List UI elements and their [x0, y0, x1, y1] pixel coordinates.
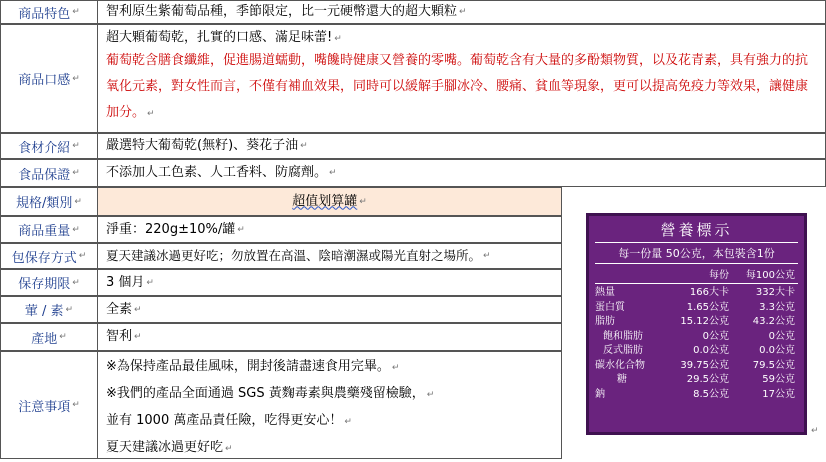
nutrition-item-name: 糖 — [617, 374, 627, 385]
nutrition-row — [595, 373, 798, 388]
nutrition-row — [595, 286, 798, 301]
veg-label: 葷 / 素 ↵ — [0, 296, 97, 323]
nutrition-serving: 每一份量 50公克，本包裝含1份 — [618, 247, 775, 260]
veg-value: 全素 ↵ — [97, 296, 562, 323]
nutrition-item-per-serving: 29.5公克 — [686, 374, 729, 385]
nutrition-col-per-serving: 每份 — [709, 270, 729, 281]
guarantee-value: 不添加人工色素、人工香料、防腐劑。 ↵ — [97, 159, 826, 187]
nutrition-item-name: 飽和脂肪 — [603, 330, 643, 342]
nutrition-item-name: 鈉 — [595, 388, 605, 400]
origin-value: 智利 ↵ — [97, 323, 562, 351]
notes-line: 並有 1000 萬產品責任險，吃得更安心！ ↵ — [106, 413, 352, 428]
taste-label: 商品口感 ↵ — [0, 24, 97, 133]
ingredients-value: 嚴選特大葡萄乾(無籽)、葵花子油 ↵ — [97, 133, 826, 159]
nutrition-header — [595, 266, 798, 281]
nutrition-item-name: 碳水化合物 — [595, 359, 645, 371]
storage-label: 包保存方式 ↵ — [0, 243, 97, 269]
nutrition-item-per-serving: 166大卡 — [689, 287, 729, 298]
weight-value: 淨重：220g±10%/罐 ↵ — [97, 216, 562, 243]
nutrition-item-per-serving: 0.0公克 — [693, 345, 729, 356]
nutrition-item-name: 熱量 — [595, 287, 615, 298]
notes-line: ※為保持產品最佳風味，開封後請盡速食用完畢。 ↵ — [106, 359, 400, 374]
nutrition-item-per-serving: 15.12公克 — [680, 316, 729, 327]
nutrition-item-per-serving: 39.75公克 — [680, 359, 729, 371]
notes-line: 夏天建議冰過更好吃 ↵ — [106, 440, 233, 455]
nutrition-label-panel — [586, 213, 807, 435]
nutrition-item-per-serving: 8.5公克 — [693, 388, 729, 400]
feature-label: 商品特色 ↵ — [0, 0, 97, 24]
period-value: 3 個月 ↵ — [97, 269, 562, 296]
spec-value: 超值划算罐 ↵ — [97, 187, 562, 216]
taste-value — [97, 24, 826, 133]
nutrition-item-name: 蛋白質 — [595, 301, 625, 313]
nutrition-item-per-100g: 332大卡 — [755, 287, 795, 298]
nutrition-item-per-100g: 79.5公克 — [752, 359, 795, 371]
nutrition-item-per-100g: 43.2公克 — [752, 316, 795, 327]
nutrition-row — [595, 388, 798, 403]
nutrition-title: 營養標示 — [660, 221, 733, 239]
spec-label: 規格/類別 ↵ — [0, 187, 97, 216]
origin-label: 產地 ↵ — [0, 323, 97, 351]
nutrition-rows — [589, 286, 804, 402]
feature-value: 智利原生紫葡萄品種，季節限定，比一元硬幣還大的超大顆粒 ↵ — [97, 0, 826, 24]
nutrition-item-per-100g: 0.0公克 — [759, 345, 795, 356]
nutrition-item-per-100g: 0公克 — [768, 330, 795, 342]
weight-label: 商品重量 ↵ — [0, 216, 97, 243]
nutrition-row — [595, 344, 798, 359]
nutrition-item-per-100g: 3.3公克 — [759, 301, 795, 313]
paragraph-mark-icon: ↵ — [811, 426, 819, 436]
guarantee-label: 食品保證 ↵ — [0, 159, 97, 187]
notes-line: ※我們的產品全面通過 SGS 黃麴毒素與農藥殘留檢驗， ↵ — [106, 386, 435, 401]
taste-line1: 超大顆葡萄乾，扎實的口感、滿足味蕾! ↵ — [106, 30, 342, 45]
notes-value — [97, 351, 562, 459]
nutrition-item-per-serving: 1.65公克 — [686, 301, 729, 313]
nutrition-item-per-serving: 0公克 — [702, 330, 729, 342]
nutrition-col-per-100g: 每100公克 — [745, 270, 795, 281]
period-label: 保存期限 ↵ — [0, 269, 97, 296]
nutrition-item-per-100g: 59公克 — [762, 374, 795, 385]
nutrition-row — [595, 315, 798, 330]
nutrition-item-name: 反式脂肪 — [603, 345, 643, 356]
ingredients-label: 食材介紹 ↵ — [0, 133, 97, 159]
nutrition-item-name: 脂肪 — [595, 316, 615, 327]
storage-value: 夏天建議冰過更好吃；勿放置在高溫、陰暗潮濕或陽光直射之場所。 ↵ — [97, 243, 562, 269]
notes-label: 注意事項 ↵ — [0, 351, 97, 459]
nutrition-row — [595, 301, 798, 316]
nutrition-item-per-100g: 17公克 — [762, 388, 795, 400]
nutrition-row — [595, 359, 798, 374]
taste-benefits-text: 葡萄乾含膳食纖維，促進腸道蠕動，嘴饞時健康又營養的零嘴。葡萄乾含有大量的多酚類物質，以及花青素，具有強力的抗氧化元素，對女性而言，不僅有補血效果，同時可以緩解手腳冰冷、腰痛、貧血等現象，更可以提高免疫力等效果，讓健康加分。 ↵ — [106, 53, 809, 120]
nutrition-row — [595, 330, 798, 345]
